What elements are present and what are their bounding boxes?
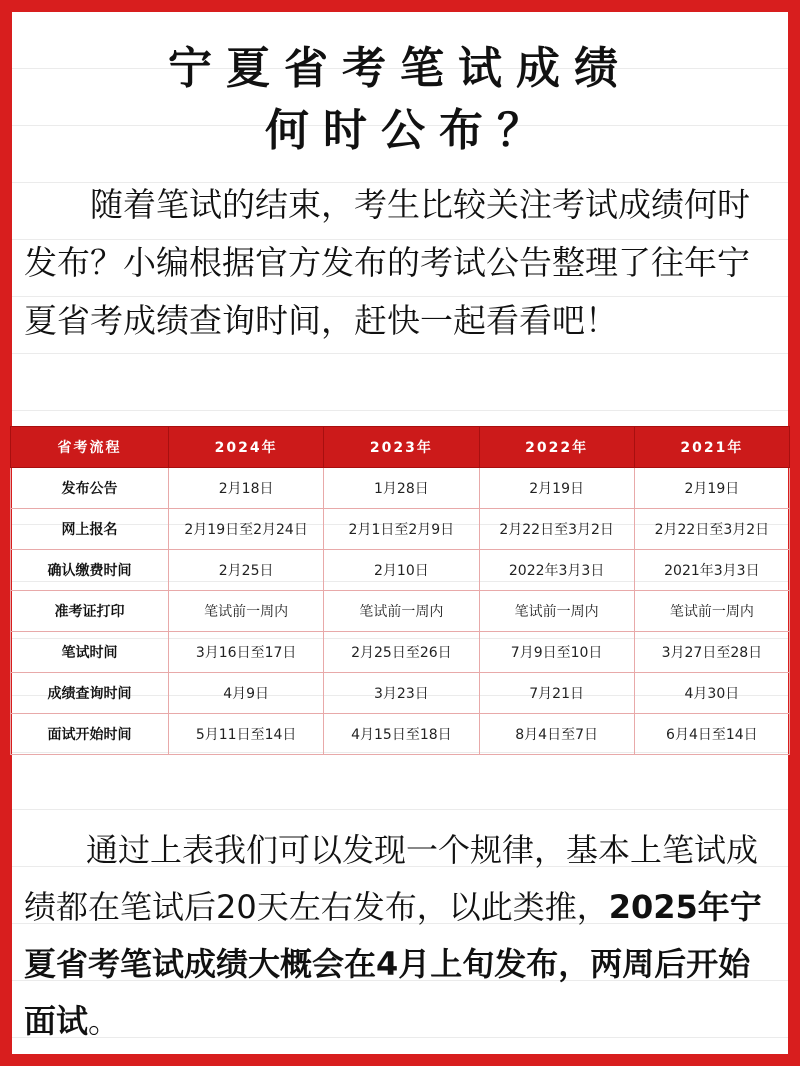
table-cell: 6月4日至14日 — [634, 714, 789, 755]
table-cell: 2月1日至2月9日 — [324, 509, 479, 550]
table-cell: 笔试前一周内 — [169, 591, 324, 632]
table-row — [11, 632, 790, 673]
table-cell: 4月15日至18日 — [324, 714, 479, 755]
table-cell: 2月22日至3月2日 — [634, 509, 789, 550]
row-label: 网上报名 — [11, 509, 169, 550]
table-cell: 2021年3月3日 — [634, 550, 789, 591]
table-cell: 3月23日 — [324, 673, 479, 714]
poster-card — [12, 12, 788, 1054]
header-cell: 2023年 — [324, 427, 479, 468]
table-cell: 5月11日至14日 — [169, 714, 324, 755]
row-label: 笔试时间 — [11, 632, 169, 673]
table-cell: 笔试前一周内 — [479, 591, 634, 632]
table-cell: 1月28日 — [324, 468, 479, 509]
row-label: 确认缴费时间 — [11, 550, 169, 591]
table-cell: 2月19日 — [479, 468, 634, 509]
conclusion-paragraph — [24, 822, 768, 1050]
table-cell: 7月9日至10日 — [479, 632, 634, 673]
table-cell: 2月19日 — [634, 468, 789, 509]
table-cell: 3月16日至17日 — [169, 632, 324, 673]
table-cell: 2022年3月3日 — [479, 550, 634, 591]
schedule-table — [10, 426, 790, 755]
table-row — [11, 509, 790, 550]
row-label: 发布公告 — [11, 468, 169, 509]
row-label: 面试开始时间 — [11, 714, 169, 755]
schedule-table-container — [10, 426, 790, 755]
row-label: 准考证打印 — [11, 591, 169, 632]
table-cell: 4月30日 — [634, 673, 789, 714]
table-cell: 2月22日至3月2日 — [479, 509, 634, 550]
table-row — [11, 591, 790, 632]
table-cell: 2月19日至2月24日 — [169, 509, 324, 550]
table-cell: 笔试前一周内 — [324, 591, 479, 632]
header-cell: 2024年 — [169, 427, 324, 468]
conclusion-highlight: 2025年宁夏省考笔试成绩大概会在4月上旬发布，两周后开始面试 — [24, 888, 762, 1040]
intro-paragraph: 随着笔试的结束，考生比较关注考试成绩何时发布？小编根据官方发布的考试公告整理了往年宁夏省考成绩查询时间，赶快一起看看吧！ — [24, 185, 750, 340]
header-cell: 2021年 — [634, 427, 789, 468]
header-cell: 省考流程 — [11, 427, 169, 468]
page-title — [12, 38, 788, 162]
table-cell: 2月25日 — [169, 550, 324, 591]
conclusion-text: 通过上表我们可以发现一个规律，基本上笔试成绩都在笔试后20天左右发布，以此类推， — [24, 831, 759, 926]
title-line-2: 何时公布？ — [265, 105, 555, 156]
row-label: 成绩查询时间 — [11, 673, 169, 714]
table-cell: 3月27日至28日 — [634, 632, 789, 673]
table-cell: 笔试前一周内 — [634, 591, 789, 632]
table-row — [11, 550, 790, 591]
title-line-1: 宁夏省考笔试成绩 — [168, 43, 632, 94]
table-row — [11, 714, 790, 755]
conclusion-end: 。 — [88, 1002, 121, 1040]
table-cell: 4月9日 — [169, 673, 324, 714]
table-row — [11, 673, 790, 714]
header-cell: 2022年 — [479, 427, 634, 468]
table-row — [11, 468, 790, 509]
table-cell: 7月21日 — [479, 673, 634, 714]
table-cell: 2月18日 — [169, 468, 324, 509]
table-cell: 8月4日至7日 — [479, 714, 634, 755]
table-header-row — [11, 427, 790, 468]
table-cell: 2月25日至26日 — [324, 632, 479, 673]
table-cell: 2月10日 — [324, 550, 479, 591]
